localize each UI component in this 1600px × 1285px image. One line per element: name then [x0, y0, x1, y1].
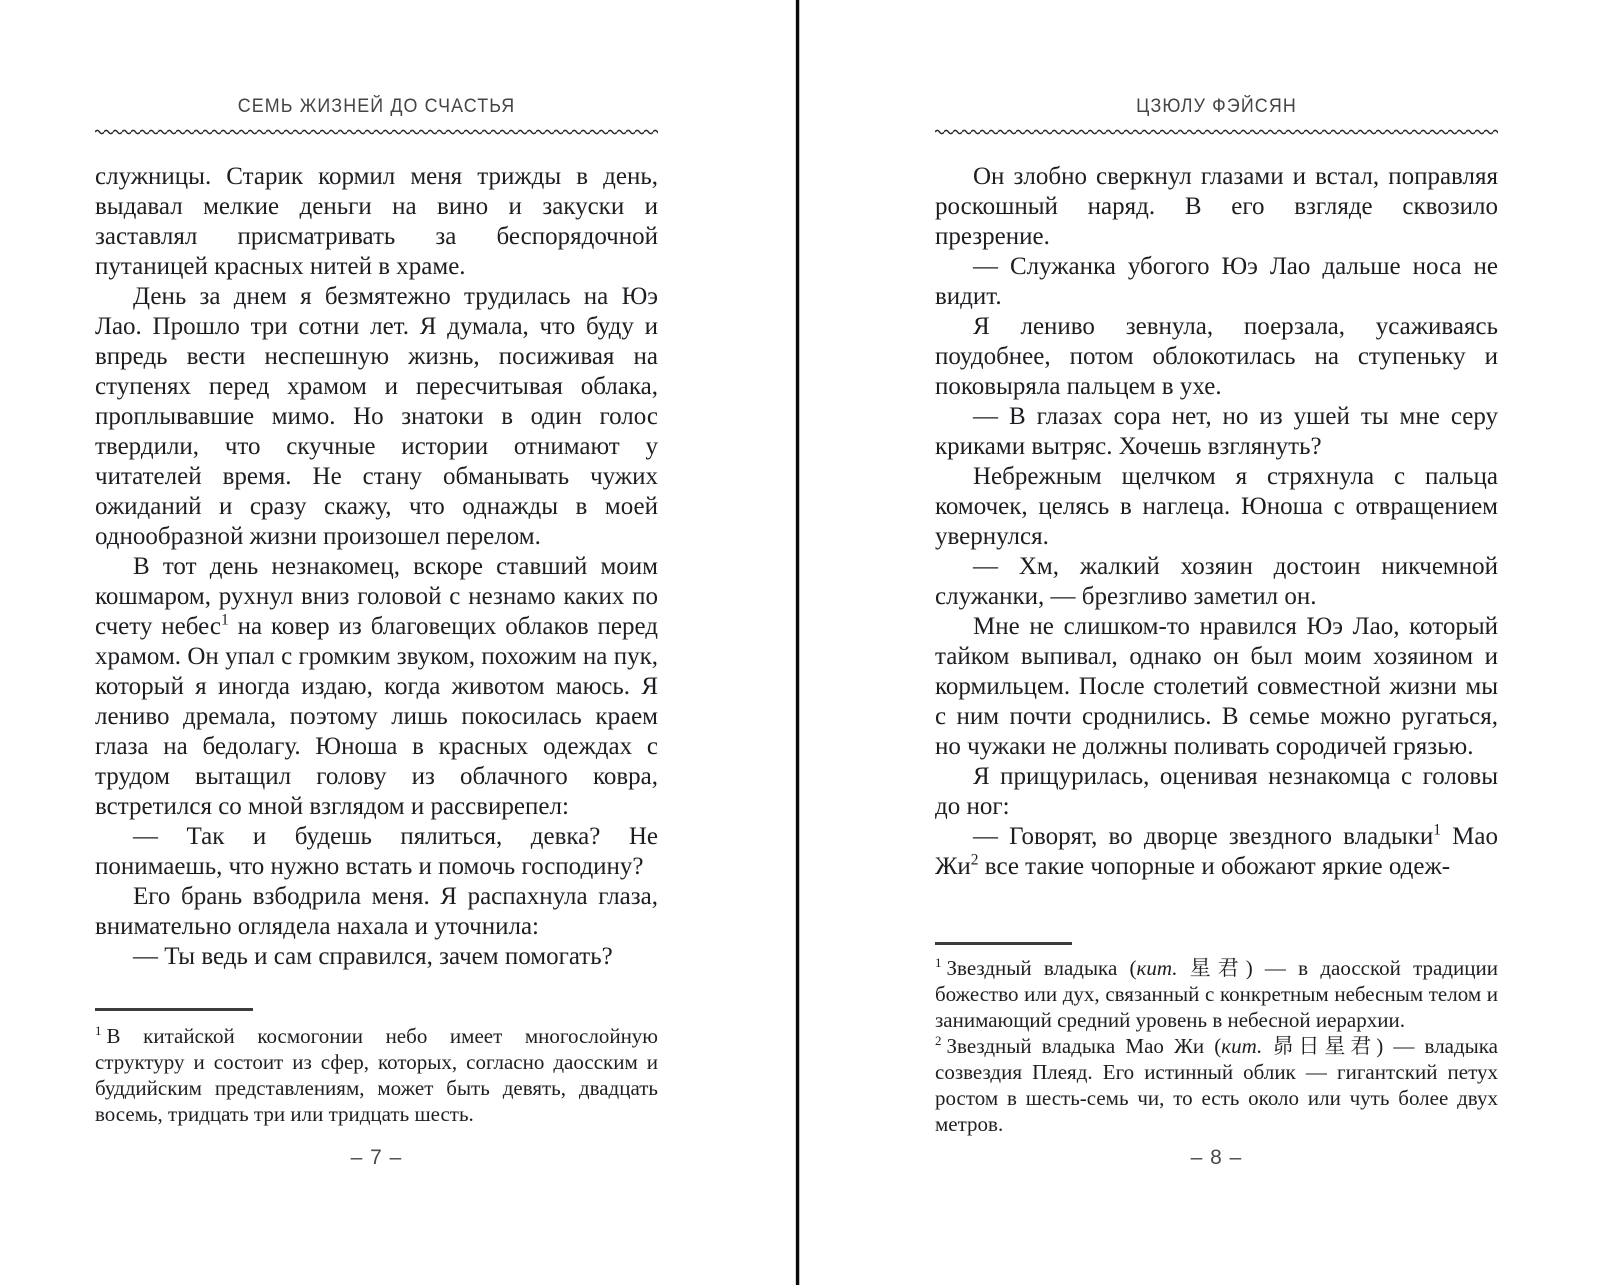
- paragraph: служницы. Старик кормил меня трижды в день, выдавал мелкие деньги на вино и закуски и заставлял присматривать за беспорядочной путаницей красных нитей в храме.: [95, 163, 658, 280]
- body-text-left: [95, 162, 658, 972]
- paragraph: День за днем я безмятежно трудилась на Юэ Лао. Прошло три сотни лет. Я думала, что буду и впредь вести неспешную жизнь, посиживая на ступенях перед храмом и пересчитывая облака, проплывавшие мимо. Но знатоки в один голос твердили, что скучные истории отнимают у читателей время. Не стану обманывать чужих ожиданий и сразу скажу, что однажды в моей однообразной жизни произошел перелом.: [95, 283, 658, 550]
- paragraph: [95, 552, 658, 822]
- paragraph: Небрежным щелчком я стряхнула с пальца комочек, целясь в наглеца. Юноша с отвращением увернулся.: [935, 463, 1498, 550]
- footnote-marker-1: 1: [935, 955, 942, 970]
- paragraph: Его брань взбодрила меня. Я распахнула глаза, внимательно оглядела нахала и уточнила:: [95, 883, 658, 940]
- paragraph: Он злобно сверкнул глазами и встал, поправляя роскошный наряд. В его взгляде сквозило презрение.: [935, 163, 1498, 250]
- footnote-ref-1: 1: [220, 611, 229, 629]
- footnote-text: Звездный владыка Мао Жи (: [946, 1034, 1222, 1058]
- footnote-block-right: [935, 942, 1498, 1137]
- paragraph: Я лениво зевнула, поерзала, усаживаясь поудобнее, потом облокотилась на ступеньку и поковыряла пальцем в ухе.: [935, 313, 1498, 400]
- paragraph: — Хм, жалкий хозяин достоин никчемной служанки, — брезгливо заметил он.: [935, 553, 1498, 610]
- paragraph-text: — Говорят, во дворце звездного владыки: [973, 823, 1434, 850]
- paragraph: — В глазах сора нет, но из ушей ты мне серу криками вытряс. Хочешь взглянуть?: [935, 403, 1498, 460]
- footnote-ref-2: 2: [970, 851, 979, 869]
- paragraph-text: Мао Жи: [935, 823, 1498, 880]
- footnote-text: В китайской космогонии небо имеет многослойную структуру и состоит из сфер, которых, согласно даосским и буддийским представлениям, может быть девять, двадцать восемь, тридцать три или тридцать шесть.: [95, 1024, 658, 1126]
- wavy-divider-left: [95, 128, 658, 136]
- footnote-block-left: [95, 1008, 658, 1127]
- paragraph: Мне не слишком-то нравился Юэ Лао, который тайком выпивал, однако он был моим хозяином и кормильцем. После столетий совместной жизни мы с ним почти сроднились. В семье можно ругаться, но чужаки не должны поливать сородичей грязью.: [935, 613, 1498, 760]
- footnote-marker-2: 2: [935, 1033, 942, 1048]
- paragraph: Я прищурилась, оценивая незнакомца с головы до ног:: [935, 763, 1498, 820]
- paragraph-text: все такие чопорные и обожают яркие одеж-: [978, 853, 1451, 880]
- page-spine-divider: [796, 0, 799, 1285]
- wavy-divider-right: [935, 128, 1498, 136]
- paragraph: — Так и будешь пялиться, девка? Не понимаешь, что нужно встать и помочь господину?: [95, 823, 658, 880]
- footnote-ref-1: 1: [1433, 821, 1441, 839]
- page-number-right: – 8 –: [1190, 1146, 1243, 1169]
- footnote: [935, 955, 1498, 1033]
- running-header-right: ЦЗЮЛУ ФЭЙСЯН: [1136, 96, 1297, 117]
- paragraph: — Ты ведь и сам справился, зачем помогать?: [133, 943, 613, 970]
- footnote-text: 昴日星君) — владыка созвездия Плеяд. Его истинный облик — гигантский петух ростом в шесть-семь чи, то есть около или чуть более двух метров.: [935, 1034, 1498, 1136]
- paragraph-text: на ковер из благовещих облаков перед храмом. Он упал с громким звуком, похожим на пук, который я иногда издаю, когда животом маюсь. Я лениво дремала, поэтому лишь покосилась краем глаза на бедолагу. Юноша в красных одеждах с трудом вытащил голову из облачного ковра, встретился со мной взглядом и рассвирепел:: [95, 613, 658, 820]
- left-page: [95, 95, 658, 972]
- footnote: [95, 1023, 658, 1127]
- page-number-left: – 7 –: [350, 1146, 403, 1169]
- footnote-text: 星君) — в даосской традиции божество или дух, связанный с конкретным небесным телом и занимающий средний уровень в небесной иерархии.: [935, 956, 1498, 1032]
- footnote-italic-kit: кит.: [1136, 956, 1178, 980]
- running-header-left: СЕМЬ ЖИЗНЕЙ ДО СЧАСТЬЯ: [237, 96, 516, 117]
- footnote-separator-right: [935, 942, 1072, 945]
- footnote-separator-left: [95, 1008, 253, 1011]
- right-page: [935, 95, 1498, 882]
- footnote-text: Звездный владыка (: [946, 956, 1137, 980]
- footnote: [935, 1033, 1498, 1137]
- body-text-right: [935, 162, 1498, 882]
- paragraph-text: В тот день незнакомец, вскоре ставший моим кошмаром, рухнул вниз головой с незнамо каких по счету небес: [95, 553, 658, 640]
- paragraph: — Служанка убогого Юэ Лао дальше носа не видит.: [935, 253, 1498, 310]
- paragraph: [935, 822, 1498, 882]
- footnote-italic-kit: кит.: [1221, 1034, 1263, 1058]
- footnote-marker-1: 1: [95, 1023, 102, 1038]
